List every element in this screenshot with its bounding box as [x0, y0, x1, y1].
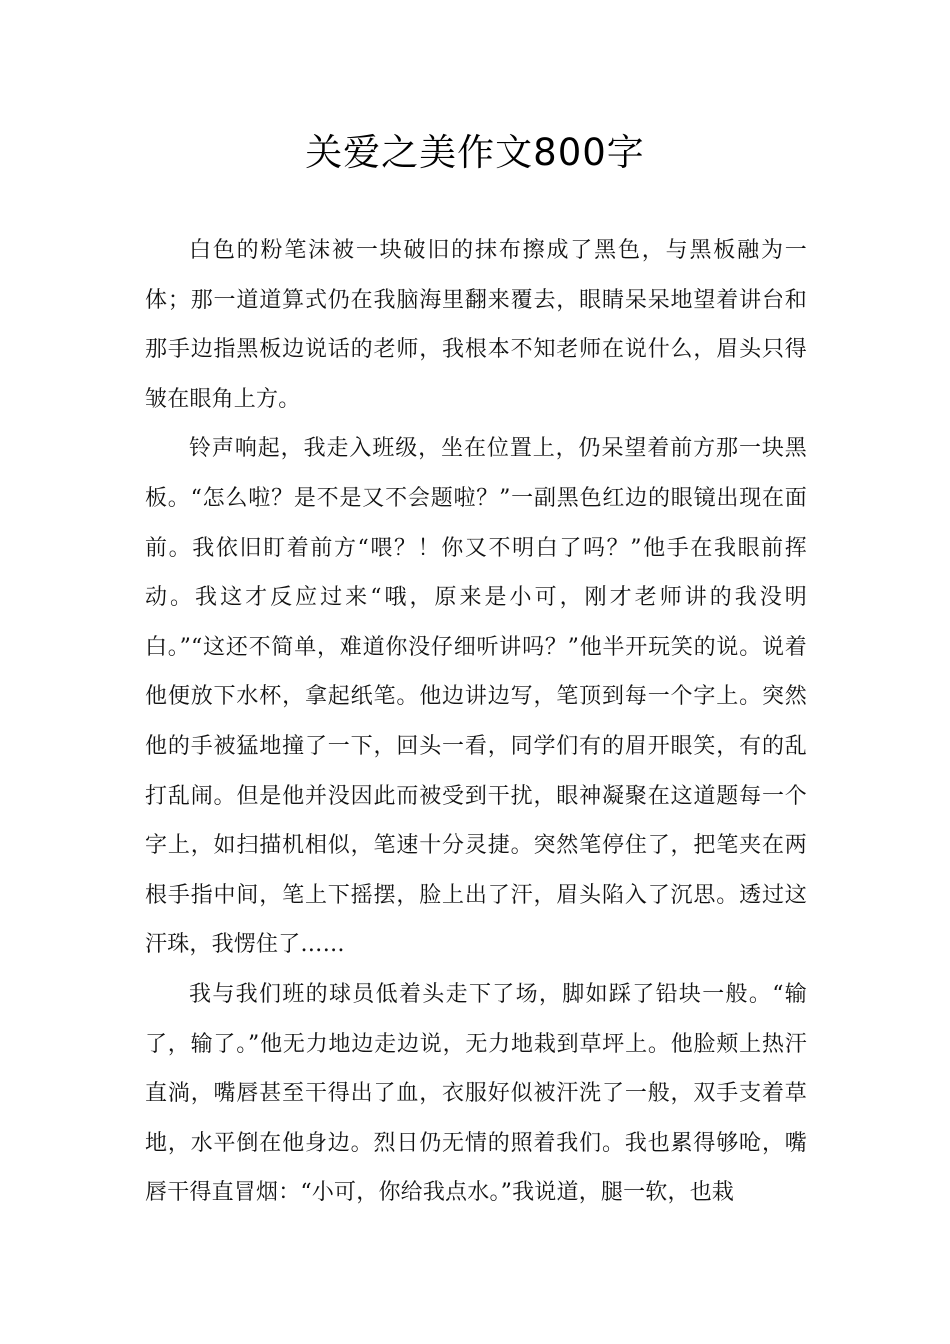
- paragraph-1: 白色的粉笔沫被一块破旧的抹布擦成了黑色，与黑板融为一体；那一道道算式仍在我脑海里翻来覆去，眼睛呆呆地望着讲台和那手边指黑板边说话的老师，我根本不知老师在说什么，眉头只得皱在眼角上方。: [145, 238, 807, 412]
- document-title: 关爱之美作文800字: [305, 131, 645, 174]
- paragraph-3: 我与我们班的球员低着头走下了场，脚如踩了铅块一般。“输了，输了。”他无力地边走边说，无力地栽到草坪上。他脸颊上热汗直淌，嘴唇甚至干得出了血，衣服好似被汗洗了一般，双手支着草地，水平倒在他身边。烈日仍无情的照着我们。我也累得够呛，嘴唇干得直冒烟：“小可，你给我点水。”我说道，腿一软，也栽: [145, 981, 807, 1206]
- document-body: [145, 226, 807, 1218]
- paragraph-2: 铃声响起，我走入班级，坐在位置上，仍呆望着前方那一块黑板。“怎么啦？是不是又不会题啦？”一副黑色红边的眼镜出现在面前。我依旧盯着前方“喂？！你又不明白了吗？”他手在我眼前挥动。我这才反应过来“哦，原来是小可，刚才老师讲的我没明白。”“这还不简单，难道你没仔细听讲吗？”他半开玩笑的说。说着他便放下水杯，拿起纸笔。他边讲边写，笔顶到每一个字上。突然他的手被猛地撞了一下，回头一看，同学们有的眉开眼笑，有的乱打乱闹。但是他并没因此而被受到干扰，眼神凝聚在这道题每一个字上，如扫描机相似，笔速十分灵捷。突然笔停住了，把笔夹在两根手指中间，笔上下摇摆，脸上出了汗，眉头陷入了沉思。透过这汗珠，我愣住了……: [145, 436, 807, 958]
